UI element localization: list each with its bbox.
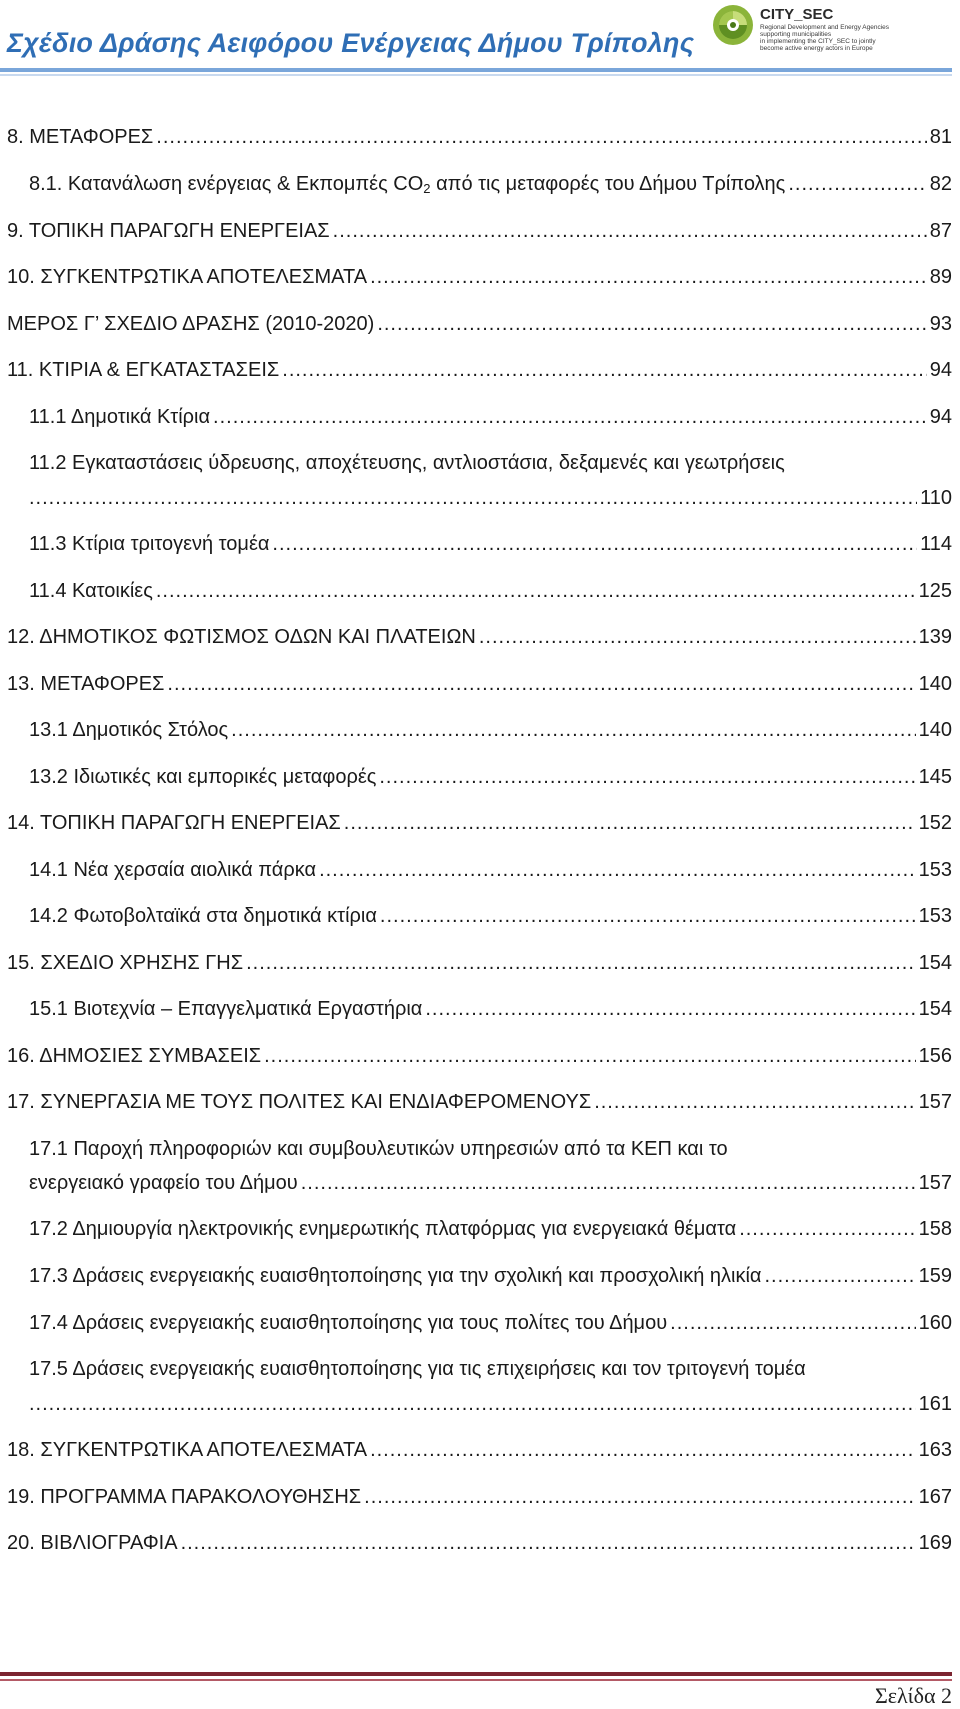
- toc-leader-dots: [788, 173, 926, 196]
- footer-divider-thin: [0, 1679, 952, 1681]
- toc-entry-label: 14. ΤΟΠΙΚΗ ΠΑΡΑΓΩΓΗ ΕΝΕΡΓΕΙΑΣ: [7, 812, 341, 834]
- toc-entry[interactable]: [7, 126, 952, 149]
- toc-entry[interactable]: [29, 580, 952, 603]
- header-divider: [0, 68, 952, 72]
- toc-leader-dots: [364, 1486, 915, 1509]
- toc-leader-dots: [425, 998, 915, 1021]
- toc-entry[interactable]: [7, 220, 952, 243]
- toc-entry-label-part: από τις μεταφορές του Δήμου Τρίπολης: [430, 173, 786, 195]
- toc-leader-dots: [333, 220, 927, 243]
- logo-tagline-line: Regional Development and Energy Agencies: [760, 24, 890, 31]
- toc-entry[interactable]: [7, 626, 952, 649]
- toc-leader-dots: [370, 266, 927, 289]
- toc-entry-label-line[interactable]: 17.5 Δράσεις ενεργειακής ευαισθητοποίησης για τις επιχειρήσεις και τον τριτογενή τομέα: [29, 1358, 806, 1380]
- toc-entry-label: 15. ΣΧΕΔΙΟ ΧΡΗΣΗΣ ΓΗΣ: [7, 952, 244, 974]
- toc-entry-page: 167: [918, 1486, 952, 1508]
- toc-entry[interactable]: [7, 812, 952, 835]
- toc-entry-label: 12. ΔΗΜΟΤΙΚΟΣ ΦΩΤΙΣΜΟΣ ΟΔΩΝ ΚΑΙ ΠΛΑΤΕΙΩΝ: [7, 626, 476, 648]
- logo-tagline-line: in implementing the CITY_SEC to jointly: [760, 38, 876, 45]
- toc-entry[interactable]: [29, 859, 952, 882]
- toc-entry-page: 156: [918, 1045, 952, 1067]
- toc-entry-page: 152: [918, 812, 952, 834]
- toc-entry-page: 140: [918, 673, 952, 695]
- toc-leader-dots: [272, 533, 917, 556]
- toc-entry[interactable]: [29, 1218, 952, 1241]
- toc-entry-label: [29, 173, 785, 196]
- toc-entry-page: 87: [929, 220, 952, 242]
- toc-entry-page: 169: [918, 1532, 952, 1554]
- toc-leader-dots: [764, 1265, 915, 1288]
- toc-entry[interactable]: [29, 998, 952, 1021]
- toc-leader-dots: [379, 766, 915, 789]
- toc-entry-label: 18. ΣΥΓΚΕΝΤΡΩΤΙΚΑ ΑΠΟΤΕΛΕΣΜΑΤΑ: [7, 1439, 368, 1461]
- toc-entry[interactable]: [7, 1532, 952, 1555]
- toc-entry-label-line[interactable]: 11.2 Εγκαταστάσεις ύδρευσης, αποχέτευσης, αντλιοστάσια, δεξαμενές και γεωτρήσεις: [29, 452, 785, 474]
- toc-entry-page: 160: [918, 1312, 952, 1334]
- toc-entry-label: 17.3 Δράσεις ενεργειακής ευαισθητοποίησης για την σχολική και προσχολική ηλικία: [29, 1265, 762, 1287]
- toc-entry-page: 140: [918, 719, 952, 741]
- toc-leader-dots: [29, 1393, 916, 1416]
- toc-entry-page: 157: [918, 1091, 952, 1113]
- logo-tagline-line: become active energy actors in Europe: [760, 45, 873, 52]
- toc-entry-label: ΜΕΡΟΣ Γ’ ΣΧΕΔΙΟ ΔΡΑΣΗΣ (2010-2020): [7, 313, 375, 335]
- toc-entry[interactable]: [29, 766, 952, 789]
- toc-leader-dots: [594, 1091, 915, 1114]
- toc-entry-page: 161: [918, 1393, 952, 1415]
- toc-entry-label: 14.1 Νέα χερσαία αιολικά πάρκα: [29, 859, 317, 881]
- toc-entry-page: 93: [929, 313, 952, 335]
- toc-entry-label: 16. ΔΗΜΟΣΙΕΣ ΣΥΜΒΑΣΕΙΣ: [7, 1045, 262, 1067]
- toc-entry-page: 110: [920, 487, 952, 509]
- toc-entry[interactable]: [7, 313, 952, 336]
- toc-entry-label-part: 8.1. Κατανάλωση ενέργειας & Εκπομπές CO: [29, 173, 424, 195]
- toc-entry-page: 89: [929, 266, 952, 288]
- toc-entry-page: 157: [918, 1172, 952, 1194]
- toc-entry[interactable]: [7, 359, 952, 382]
- toc-entry-page: 153: [918, 905, 952, 927]
- toc-entry-label-subscript: 2: [423, 181, 431, 196]
- toc-entry-label: 19. ΠΡΟΓΡΑΜΜΑ ΠΑΡΑΚΟΛΟΥΘΗΣΗΣ: [7, 1486, 362, 1508]
- logo-name: CITY_SEC: [760, 6, 834, 23]
- toc-entry-label: 14.2 Φωτοβολταϊκά στα δημοτικά κτίρια: [29, 905, 377, 927]
- toc-entry-page: 81: [929, 126, 952, 148]
- toc-entry-label: 20. ΒΙΒΛΙΟΓΡΑΦΙΑ: [7, 1532, 178, 1554]
- page-header: [0, 0, 960, 78]
- toc-leader-dots: [282, 359, 926, 382]
- toc-entry[interactable]: [29, 533, 952, 556]
- toc-entry-label: 13.1 Δημοτικός Στόλος: [29, 719, 229, 741]
- toc-entry-label: 8. ΜΕΤΑΦΟΡΕΣ: [7, 126, 154, 148]
- toc-entry[interactable]: [7, 952, 952, 975]
- toc-entry[interactable]: [29, 173, 952, 196]
- toc-entry[interactable]: [7, 1439, 952, 1462]
- toc-entry-page: 125: [918, 580, 952, 602]
- toc-leader-dots: [29, 487, 917, 510]
- toc-entry-label: 11.1 Δημοτικά Κτίρια: [29, 406, 211, 428]
- toc-entry-label: ενεργειακό γραφείο του Δήμου: [29, 1172, 298, 1194]
- toc-entry[interactable]: [29, 1312, 952, 1335]
- toc-entry[interactable]: [29, 406, 952, 429]
- toc-entry[interactable]: [7, 1486, 952, 1509]
- toc-entry[interactable]: [29, 1172, 952, 1195]
- toc-entry-label: 15.1 Βιοτεχνία – Επαγγελματικά Εργαστήρια: [29, 998, 423, 1020]
- toc-entry-page: 114: [920, 533, 952, 555]
- toc-leader-dots: [246, 952, 916, 975]
- city-sec-logo: [710, 0, 960, 50]
- toc-entry-page: 158: [918, 1218, 952, 1240]
- toc-entry-page: 163: [918, 1439, 952, 1461]
- toc-entry[interactable]: [7, 266, 952, 289]
- toc-entry-page: 159: [918, 1265, 952, 1287]
- toc-leader-dots: [377, 313, 926, 336]
- toc-entry[interactable]: [29, 719, 952, 742]
- toc-entry[interactable]: [7, 1091, 952, 1114]
- toc-leader-dots: [380, 905, 916, 928]
- toc-leader-dots: [670, 1312, 915, 1335]
- toc-entry-page: 94: [929, 406, 952, 428]
- header-divider-thin: [0, 74, 952, 76]
- toc-entry[interactable]: [7, 1045, 952, 1068]
- toc-entry-label: 11.4 Κατοικίες: [29, 580, 153, 602]
- toc-entry-label: 17.4 Δράσεις ενεργειακής ευαισθητοποίησης για τους πολίτες του Δήμου: [29, 1312, 668, 1334]
- toc-leader-dots: [739, 1218, 915, 1241]
- toc-entry-page: 154: [918, 998, 952, 1020]
- toc-entry-label: 11. ΚΤΙΡΙΑ & ΕΓΚΑΤΑΣΤΑΣΕΙΣ: [7, 359, 280, 381]
- toc-entry-page: 154: [918, 952, 952, 974]
- toc-entry-label: 13.2 Ιδιωτικές και εμπορικές μεταφορές: [29, 766, 377, 788]
- toc-entry-label: 9. ΤΟΠΙΚΗ ΠΑΡΑΓΩΓΗ ΕΝΕΡΓΕΙΑΣ: [7, 220, 330, 242]
- toc-leader-dots: [231, 719, 915, 742]
- toc-entry-label-line[interactable]: 17.1 Παροχή πληροφοριών και συμβουλευτικών υπηρεσιών από τα ΚΕΠ και το: [29, 1138, 728, 1160]
- toc-entry[interactable]: [7, 673, 952, 696]
- toc-leader-dots: [344, 812, 916, 835]
- logo-tagline-line: supporting municipalities: [760, 31, 832, 38]
- toc-entry[interactable]: [29, 1393, 952, 1416]
- toc-entry-label: 13. ΜΕΤΑΦΟΡΕΣ: [7, 673, 165, 695]
- toc-entry[interactable]: [29, 905, 952, 928]
- toc-entry[interactable]: [29, 1265, 952, 1288]
- toc-leader-dots: [156, 580, 916, 603]
- toc-entry-page: 153: [918, 859, 952, 881]
- page-number: Σελίδα 2: [874, 1683, 952, 1708]
- toc-entry-label: 17. ΣΥΝΕΡΓΑΣΙΑ ΜΕ ΤΟΥΣ ΠΟΛΙΤΕΣ ΚΑΙ ΕΝΔΙΑΦΕΡΟΜΕΝΟΥΣ: [7, 1091, 592, 1113]
- logo-tagline: [760, 24, 960, 52]
- toc-entry-page: 94: [929, 359, 952, 381]
- toc-entry-label: 17.2 Δημιουργία ηλεκτρονικής ενημερωτικής πλατφόρμας για ενεργειακά θέματα: [29, 1218, 737, 1240]
- toc-entry[interactable]: [29, 487, 952, 510]
- toc-leader-dots: [213, 406, 927, 429]
- toc-entry-page: 139: [918, 626, 952, 648]
- toc-leader-dots: [156, 126, 926, 149]
- toc-leader-dots: [319, 859, 916, 882]
- document-title: Σχέδιο Δράσης Αειφόρου Ενέργειας Δήμου Τρίπολης: [7, 28, 695, 58]
- toc-leader-dots: [370, 1439, 916, 1462]
- toc-entry-label: 11.3 Κτίρια τριτογενή τομέα: [29, 533, 270, 555]
- toc-entry-page: 145: [918, 766, 952, 788]
- toc-leader-dots: [479, 626, 916, 649]
- city-sec-logo-icon: [710, 2, 758, 48]
- toc-leader-dots: [301, 1172, 916, 1195]
- toc-leader-dots: [264, 1045, 916, 1068]
- toc-leader-dots: [167, 673, 915, 696]
- footer-divider: [0, 1672, 952, 1676]
- toc-entry-label: 10. ΣΥΓΚΕΝΤΡΩΤΙΚΑ ΑΠΟΤΕΛΕΣΜΑΤΑ: [7, 266, 368, 288]
- toc-leader-dots: [181, 1532, 916, 1555]
- toc-entry-page: 82: [929, 173, 952, 195]
